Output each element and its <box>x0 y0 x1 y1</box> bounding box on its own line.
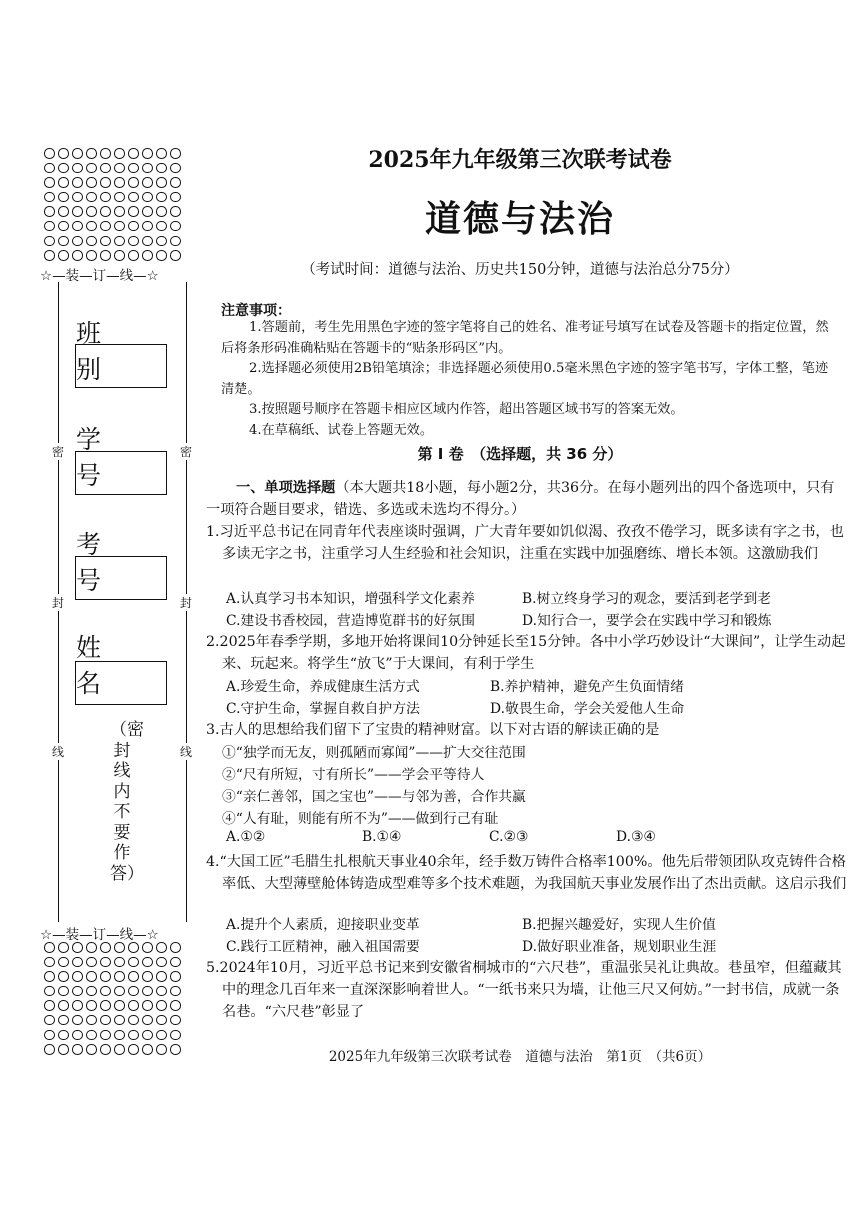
binding-line-bottom-text: ☆—装—订—线—☆ <box>40 927 159 943</box>
binding-circle <box>100 163 111 174</box>
binding-line-top <box>40 264 190 284</box>
side-mark-feng-right: 封 <box>180 596 193 610</box>
binding-circle <box>114 221 125 232</box>
question-3-item-3: ③“亲仁善邻，国之宝也”——与邻为善，合作共赢 <box>222 789 526 805</box>
binding-circle <box>128 177 139 188</box>
binding-circle <box>100 957 111 968</box>
binding-circle <box>170 986 181 997</box>
binding-circle <box>114 957 125 968</box>
question-1-option-c[interactable]: C.建设书香校园，营造博览群书的好氛围 <box>226 613 475 629</box>
binding-circle <box>72 250 83 261</box>
binding-circle <box>100 206 111 217</box>
class-box[interactable] <box>75 344 167 388</box>
binding-circle <box>142 192 153 203</box>
binding-circle <box>114 1030 125 1041</box>
question-3-option-a[interactable]: A.①② <box>226 829 266 845</box>
binding-circle <box>170 942 181 953</box>
side-mark-feng-left: 封 <box>52 596 65 610</box>
question-4-stem: 4.“大国工匠”毛腊生扎根航天事业40余年，经手数万铸件合格率100%。他先后带领团队攻克铸件合格率低、大型薄壁舱体铸造成型难等多个技术难题，为我国航天事业发展作出了杰出贡献。这启示我们 <box>206 854 847 892</box>
binding-circle <box>100 1044 111 1055</box>
binding-circle <box>156 971 167 982</box>
binding-circle <box>86 206 97 217</box>
binding-circle <box>58 942 69 953</box>
binding-circle <box>58 192 69 203</box>
binding-circle <box>72 986 83 997</box>
binding-circle <box>170 1030 181 1041</box>
binding-circle <box>58 250 69 261</box>
binding-circle <box>86 1000 97 1011</box>
binding-circle <box>44 986 55 997</box>
binding-circle <box>44 221 55 232</box>
binding-circle <box>86 971 97 982</box>
question-3-item-2: ②“尺有所短，寸有所长”——学会平等待人 <box>222 767 485 783</box>
subject-title: 道德与法治 <box>424 198 615 240</box>
binding-circle <box>170 192 181 203</box>
binding-circle <box>86 177 97 188</box>
binding-circle <box>170 177 181 188</box>
binding-circle <box>100 192 111 203</box>
binding-circle <box>142 957 153 968</box>
binding-circle <box>44 250 55 261</box>
binding-circle <box>72 942 83 953</box>
binding-circle <box>170 148 181 159</box>
binding-circle <box>128 163 139 174</box>
binding-circle <box>44 1030 55 1041</box>
binding-circle <box>114 148 125 159</box>
binding-circle <box>170 206 181 217</box>
seat-number-label: 学 号 <box>76 425 120 490</box>
binding-circle <box>170 236 181 247</box>
binding-circle <box>58 1030 69 1041</box>
binding-circle <box>156 1015 167 1026</box>
seat-number-box[interactable] <box>75 451 167 495</box>
binding-circle <box>58 221 69 232</box>
question-4-option-b[interactable]: B.把握兴趣爱好，实现人生价值 <box>522 917 716 933</box>
class-label: 班 别 <box>76 319 120 384</box>
binding-circle <box>114 942 125 953</box>
side-mark-xian-right: 线 <box>180 745 193 759</box>
binding-circle <box>58 971 69 982</box>
binding-circle <box>114 236 125 247</box>
binding-circle <box>170 957 181 968</box>
question-1-option-b[interactable]: B.树立终身学习的观念，要活到老学到老 <box>522 591 772 607</box>
binding-circle <box>58 1044 69 1055</box>
binding-circle <box>156 221 167 232</box>
binding-circle <box>114 1000 125 1011</box>
binding-circle <box>142 942 153 953</box>
binding-circle <box>128 1015 139 1026</box>
binding-circle <box>156 986 167 997</box>
binding-circle <box>156 163 167 174</box>
binding-circle <box>142 1044 153 1055</box>
binding-circle <box>114 163 125 174</box>
question-2-option-d[interactable]: D.敬畏生命，学会关爱他人生命 <box>490 701 685 717</box>
binding-circle <box>86 192 97 203</box>
binding-circle <box>58 986 69 997</box>
binding-circle <box>100 177 111 188</box>
binding-circle <box>156 250 167 261</box>
binding-circle <box>156 236 167 247</box>
binding-circle <box>58 148 69 159</box>
binding-circle <box>156 957 167 968</box>
binding-circle <box>86 1030 97 1041</box>
binding-circle <box>100 971 111 982</box>
binding-circle <box>142 986 153 997</box>
exam-title: 2025年九年级第三次联考试卷 <box>368 147 672 173</box>
binding-circle <box>58 206 69 217</box>
binding-circle <box>170 163 181 174</box>
binding-circle <box>44 192 55 203</box>
part-instructions <box>206 477 836 521</box>
binding-circle <box>128 942 139 953</box>
binding-circle <box>44 957 55 968</box>
binding-circle <box>156 192 167 203</box>
binding-circle <box>114 1044 125 1055</box>
side-mark-mi-left: 密 <box>52 445 65 459</box>
binding-circle <box>44 1000 55 1011</box>
binding-circle <box>72 221 83 232</box>
binding-circle <box>142 221 153 232</box>
binding-circle <box>86 1015 97 1026</box>
binding-circle <box>170 250 181 261</box>
side-mark-mi-right: 密 <box>180 445 193 459</box>
page-footer: 2025年九年级第三次联考试卷 道德与法治 第1页 （共6页） <box>328 1049 712 1065</box>
notice-item-3: 3.按照题号顺序在答题卡相应区域内作答，超出答题区域书写的答案无效。 <box>249 402 684 417</box>
binding-circle <box>72 192 83 203</box>
binding-circle <box>114 971 125 982</box>
binding-circle <box>86 250 97 261</box>
binding-circle <box>86 163 97 174</box>
binding-circle <box>156 942 167 953</box>
binding-circle <box>170 1015 181 1026</box>
question-2-option-b[interactable]: B.养护精神，避免产生负面情绪 <box>490 679 684 695</box>
notice-item-4: 4.在草稿纸、试卷上答题无效。 <box>249 423 434 438</box>
binding-circle <box>100 236 111 247</box>
binding-circle <box>142 206 153 217</box>
binding-circles-top <box>44 148 184 265</box>
question-2-stem: 2.2025年春季学期，多地开始将课间10分钟延长至15分钟。各中小学巧妙设计“大课间”，让学生动起来、玩起来。将学生“放飞”于大课间，有利于学生 <box>206 634 846 672</box>
binding-circle <box>58 957 69 968</box>
binding-circle <box>128 221 139 232</box>
binding-circle <box>72 1030 83 1041</box>
binding-circle <box>58 163 69 174</box>
binding-circle <box>128 250 139 261</box>
binding-circle <box>100 250 111 261</box>
binding-line-bottom <box>40 923 190 943</box>
binding-circle <box>128 986 139 997</box>
binding-circle <box>58 177 69 188</box>
notice-item-2: 2.选择题必须使用2B铅笔填涂；非选择题必须使用0.5毫米黑色字迹的签字笔书写，字体工整，笔迹清楚。 <box>221 361 829 397</box>
exam-number-box[interactable] <box>75 556 167 600</box>
binding-circle <box>128 1030 139 1041</box>
binding-circle <box>58 1000 69 1011</box>
binding-circle <box>128 192 139 203</box>
binding-circle <box>128 1000 139 1011</box>
binding-circle <box>100 221 111 232</box>
binding-circle <box>114 250 125 261</box>
binding-circle <box>72 148 83 159</box>
side-mark-xian-left: 线 <box>52 745 65 759</box>
binding-circle <box>44 177 55 188</box>
binding-circle <box>44 236 55 247</box>
part-description: （本大题共18小题，每小题2分，共36分。在每小题列出的四个备选项中，只有一项符合题目要求，错选、多选或未选均不得分。） <box>206 480 835 518</box>
part-heading: 一、单项选择题 <box>236 480 336 496</box>
binding-circle <box>142 163 153 174</box>
question-2-option-c[interactable]: C.守护生命，掌握自救自护方法 <box>226 701 420 717</box>
binding-circle <box>114 192 125 203</box>
binding-circle <box>114 986 125 997</box>
question-3-option-b[interactable]: B.①④ <box>362 829 402 845</box>
binding-circle <box>86 236 97 247</box>
binding-circle <box>100 148 111 159</box>
binding-circle <box>170 1000 181 1011</box>
binding-circle <box>44 1015 55 1026</box>
question-3-item-1: ①“独学而无友，则孤陋而寡闻”——扩大交往范围 <box>222 745 526 761</box>
question-3-item-4: ④“人有耻，则能有所不为”——做到行己有耻 <box>222 811 499 827</box>
binding-circle <box>142 177 153 188</box>
binding-circle <box>142 236 153 247</box>
question-4-option-d[interactable]: D.做好职业准备，规划职业生涯 <box>522 939 717 955</box>
question-4-option-c[interactable]: C.践行工匠精神，融入祖国需要 <box>226 939 420 955</box>
binding-circle <box>86 221 97 232</box>
binding-circle <box>100 942 111 953</box>
notice-item-1: 1.答题前，考生先用黑色字迹的签字笔将自己的姓名、准考证号填写在试卷及答题卡的指定位置，然后将条形码准确粘贴在答题卡的“贴条形码区”内。 <box>221 320 829 356</box>
binding-circle <box>128 148 139 159</box>
binding-circle <box>156 1030 167 1041</box>
binding-circle <box>72 163 83 174</box>
question-1-option-d[interactable]: D.知行合一，要学会在实践中学习和锻炼 <box>522 613 772 629</box>
binding-circle <box>86 957 97 968</box>
binding-circle <box>44 942 55 953</box>
binding-circle <box>170 221 181 232</box>
binding-circle <box>114 206 125 217</box>
question-4-option-a[interactable]: A.提升个人素质，迎接职业变革 <box>226 917 420 933</box>
binding-circle <box>72 971 83 982</box>
binding-circle <box>128 206 139 217</box>
binding-circle <box>142 971 153 982</box>
binding-circle <box>72 1044 83 1055</box>
binding-circle <box>58 1015 69 1026</box>
binding-circle <box>156 177 167 188</box>
binding-circle <box>72 206 83 217</box>
question-1-stem: 1.习近平总书记在同青年代表座谈时强调，广大青年要如饥似渴、孜孜不倦学习，既多读有字之书，也多读无字之书，注重学习人生经验和社会知识，注重在实践中加强磨练、增长本领。这激励我们 <box>206 524 844 562</box>
binding-circle <box>44 206 55 217</box>
name-box[interactable] <box>75 661 167 705</box>
binding-circle <box>128 236 139 247</box>
binding-circle <box>156 206 167 217</box>
binding-circle <box>44 148 55 159</box>
binding-line-top-text: ☆—装—订—线—☆ <box>40 268 159 284</box>
binding-circle <box>156 1044 167 1055</box>
binding-circle <box>142 1000 153 1011</box>
exam-number-label: 考 号 <box>76 530 120 595</box>
binding-circle <box>170 1044 181 1055</box>
question-3-option-d[interactable]: D.③④ <box>616 829 656 845</box>
section-title: 第 I 卷 （选择题，共 36 分） <box>417 445 623 463</box>
binding-circles-bottom <box>44 942 184 1059</box>
question-3-stem: 3.古人的思想给我们留下了宝贵的精神财富。以下对古语的解读正确的是 <box>206 722 660 738</box>
binding-circle <box>86 148 97 159</box>
binding-circle <box>72 957 83 968</box>
binding-circle <box>58 236 69 247</box>
question-3-option-c[interactable]: C.②③ <box>489 829 529 845</box>
binding-circle <box>156 1000 167 1011</box>
binding-circle <box>44 971 55 982</box>
binding-circle <box>170 971 181 982</box>
binding-circle <box>72 177 83 188</box>
binding-circle <box>142 1030 153 1041</box>
binding-circle <box>142 250 153 261</box>
exam-time: （考试时间：道德与法治、历史共150分钟，道德与法治总分75分） <box>301 262 739 278</box>
binding-circle <box>72 1000 83 1011</box>
binding-circle <box>86 1044 97 1055</box>
name-label: 姓 名 <box>76 633 120 698</box>
binding-circle <box>142 1015 153 1026</box>
notice-title: 注意事项： <box>221 303 291 319</box>
binding-circle <box>72 236 83 247</box>
binding-circle <box>100 1030 111 1041</box>
binding-circle <box>128 957 139 968</box>
binding-circle <box>86 986 97 997</box>
binding-circle <box>86 942 97 953</box>
question-1-option-a[interactable]: A.认真学习书本知识，增强科学文化素养 <box>226 591 475 607</box>
binding-circle <box>128 971 139 982</box>
binding-circle <box>100 986 111 997</box>
binding-circle <box>114 1015 125 1026</box>
binding-circle <box>100 1000 111 1011</box>
binding-circle <box>128 1044 139 1055</box>
binding-circle <box>44 163 55 174</box>
question-5-stem: 5.2024年10月，习近平总书记来到安徽省桐城市的“六尺巷”，重温张吴礼让典故。巷虽窄，但蕴藏其中的理念几百年来一直深深影响着世人。“一纸书来只为墙，让他三尺又何妨。”一封书信，成就一条名巷。“六尺巷”彰显了 <box>206 960 842 1020</box>
binding-circle <box>44 1044 55 1055</box>
binding-circle <box>100 1015 111 1026</box>
binding-circle <box>72 1015 83 1026</box>
seal-note: （密封线内不要作答） <box>110 720 144 884</box>
question-2-option-a[interactable]: A.珍爱生命，养成健康生活方式 <box>226 679 420 695</box>
binding-circle <box>156 148 167 159</box>
binding-circle <box>142 148 153 159</box>
binding-circle <box>114 177 125 188</box>
